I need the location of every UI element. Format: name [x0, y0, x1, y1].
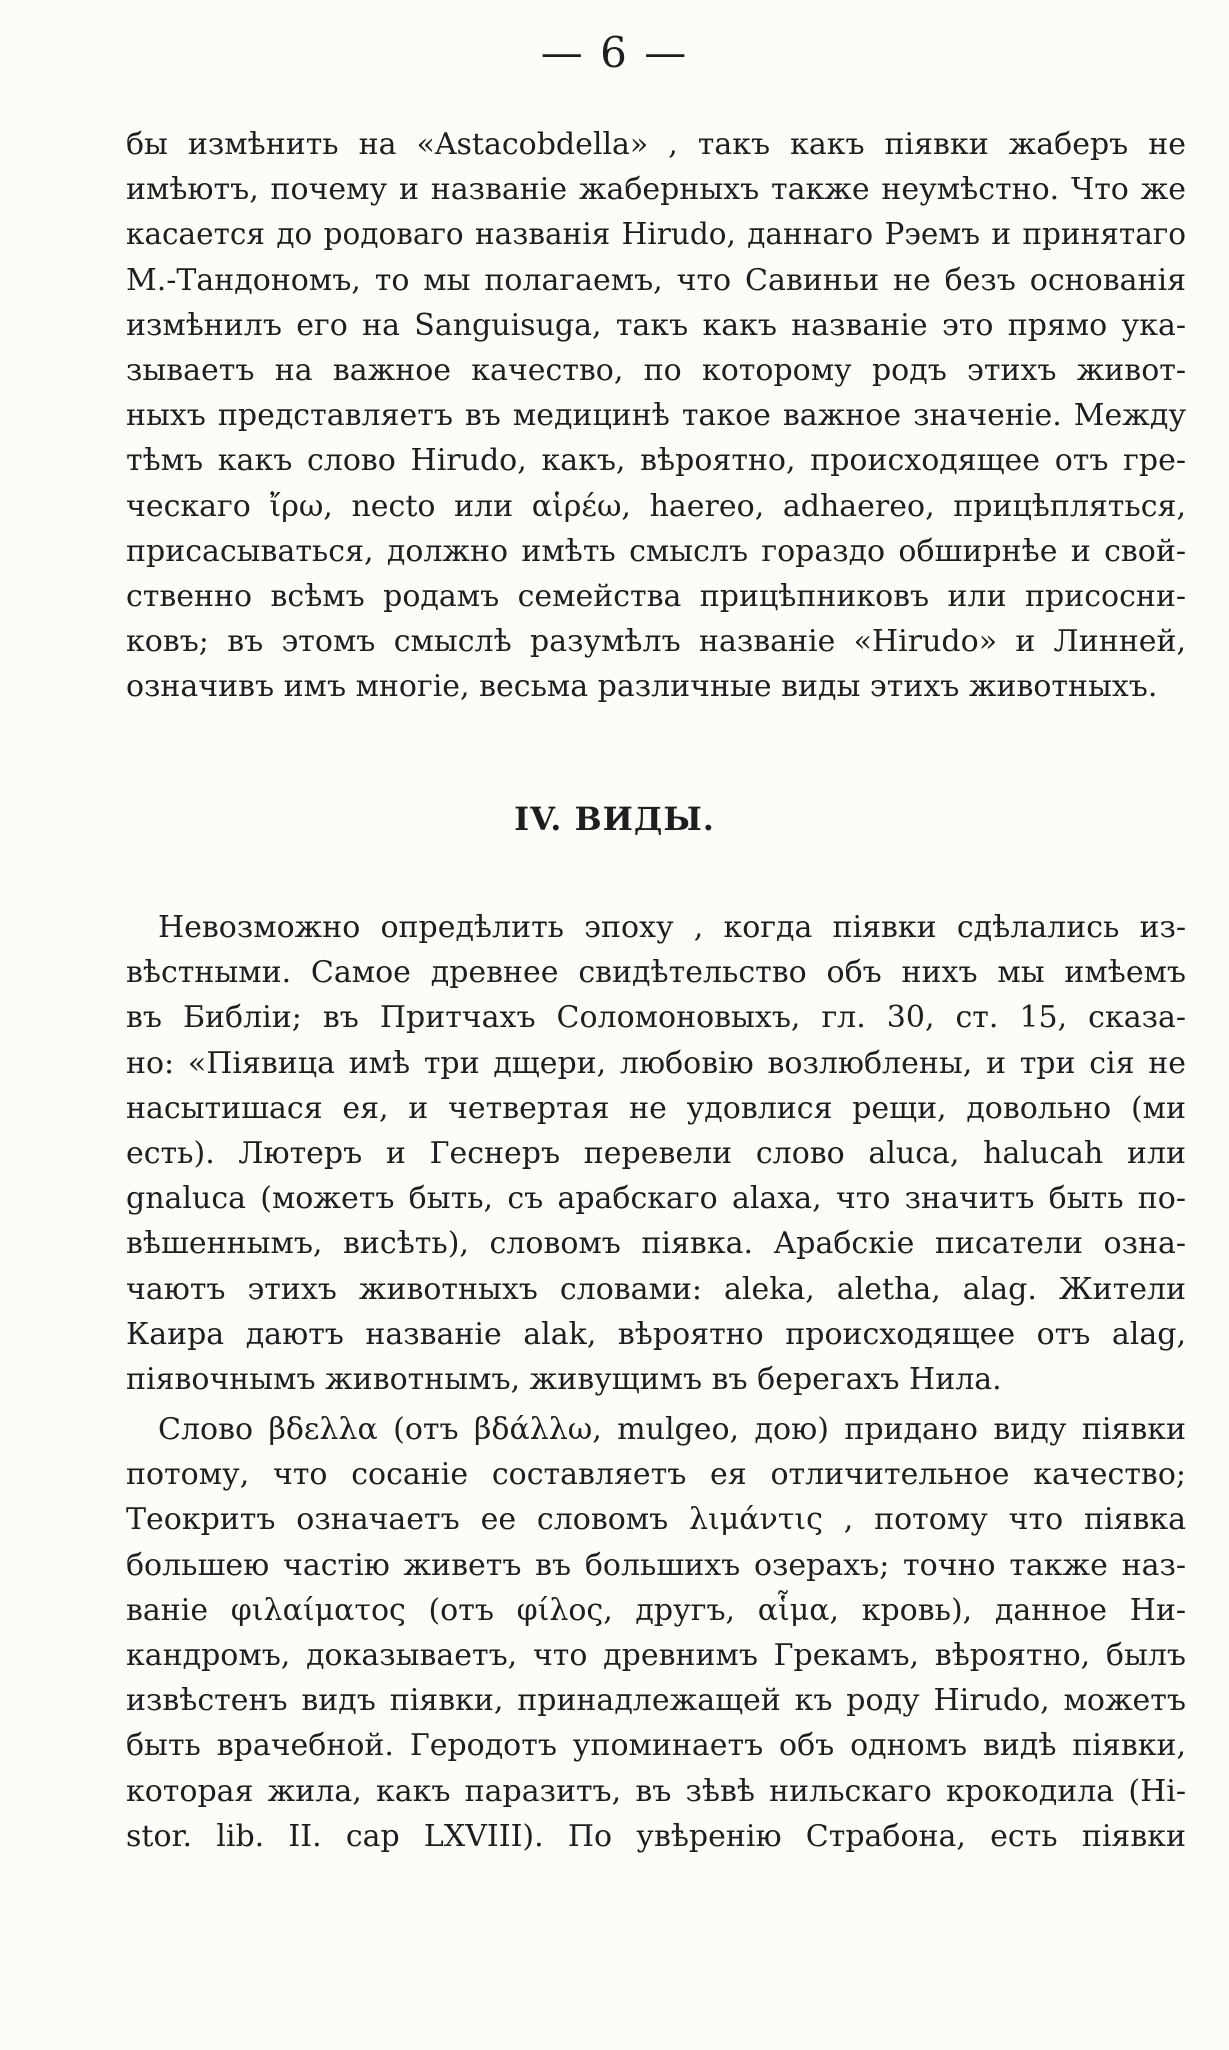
text-line: зываетъ на важное качество, по которому родъ этихъ живот-: [126, 352, 1186, 388]
text-line: ственно всѣмъ родамъ семейства прицѣпниковъ или присосни-: [126, 578, 1186, 614]
paragraph-species-history: [126, 905, 1186, 1402]
text-line: тѣмъ какъ слово Hirudo, какъ, вѣроятно, происходящее отъ гре-: [126, 443, 1186, 479]
text-line: насытишася ея, и четвертая не удовлися рещи, довольно (ми: [126, 1090, 1186, 1126]
text-line: извѣстенъ видъ піявки, принадлежащей къ роду Hirudo, можетъ: [126, 1683, 1186, 1719]
text-line: измѣнилъ его на Sanguisuga, такъ какъ названіе это прямо ука-: [126, 307, 1186, 343]
text-line: вѣшеннымъ, висѣть), словомъ піявка. Арабскіе писатели озна-: [126, 1226, 1186, 1262]
text-line: но: «Піявица имѣ три дщери, любовію возлюблены, и три сія не: [126, 1045, 1186, 1081]
text-line: Невозможно опредѣлить эпоху , когда піявки сдѣлались из-: [158, 910, 1186, 945]
text-line: бы измѣнить на «Astacobdella» , такъ какъ піявки жаберъ не: [126, 127, 1186, 162]
text-line: чаютъ этихъ животныхъ словами: aleka, aletha, alag. Жители: [126, 1271, 1186, 1307]
text-line: ческаго ἴρω, necto или αἱρέω, haereo, adhaereo, прицѣпляться,: [126, 488, 1186, 524]
text-line: М.-Тандономъ, то мы полагаемъ, что Савиньи не безъ основанія: [126, 262, 1186, 298]
text-line: означивъ имъ многіе, весьма различные виды этихъ животныхъ.: [126, 669, 1158, 705]
text-line: Слово βδελλα (отъ βδάλλω, mulgeo, дою) придано виду піявки: [158, 1412, 1186, 1447]
paragraph-greek-names: [126, 1407, 1186, 1859]
text-line: присасываться, должно имѣть смыслъ гораздо обширнѣе и свой-: [126, 533, 1186, 569]
text-line: gnaluca (можетъ быть, съ арабскаго alaxa, что значитъ быть по-: [126, 1181, 1186, 1217]
text-line: быть врачебной. Геродотъ упоминаетъ объ одномъ видѣ піявки,: [126, 1728, 1186, 1764]
text-line: Теокритъ означаетъ ее словомъ λιμάντις , потому что піявка: [126, 1502, 1186, 1538]
text-line: которая жила, какъ паразитъ, въ зѣвѣ нильскаго крокодила (Hi-: [126, 1773, 1186, 1809]
text-line: stor. lib. II. cap LXVIII). По увѣренію Страбона, есть піявки: [126, 1818, 1186, 1854]
text-line: большею частію живетъ въ большихъ озерахъ; точно также наз-: [126, 1547, 1186, 1583]
paragraph-continuation: [126, 122, 1186, 709]
text-line: ваніе φιλαίματος (отъ φίλος, другъ, αἷμα, кровь), данное Ни-: [126, 1592, 1186, 1628]
text-line: потому, что сосаніе составляетъ ея отличительное качество;: [126, 1457, 1186, 1493]
text-line: имѣютъ, почему и названіе жаберныхъ также неумѣстно. Что же: [126, 172, 1186, 208]
text-line: Каира даютъ названіе alak, вѣроятно происходящее отъ alag,: [126, 1316, 1186, 1352]
text-line: есть). Лютеръ и Геснеръ перевели слово aluca, halucah или: [126, 1135, 1186, 1171]
text-line: въ Библіи; въ Притчахъ Соломоновыхъ, гл. 30, ст. 15, сказа-: [126, 1000, 1186, 1036]
section-heading: IV. ВИДЫ.: [514, 800, 715, 838]
text-line: ковъ; въ этомъ смыслѣ разумѣлъ названіе «Hirudo» и Линней,: [126, 624, 1186, 660]
text-line: піявочнымъ животнымъ, живущимъ въ берегахъ Нила.: [126, 1361, 1002, 1397]
text-line: касается до родоваго названія Hirudo, даннаго Рэемъ и принятаго: [126, 217, 1186, 252]
text-line: ныхъ представляетъ въ медицинѣ такое важное значеніе. Между: [126, 398, 1186, 434]
text-line: вѣстными. Самое древнее свидѣтельство объ нихъ мы имѣемъ: [126, 955, 1186, 991]
page-number: — 6 —: [540, 28, 689, 77]
text-line: кандромъ, доказываетъ, что древнимъ Грекамъ, вѣроятно, былъ: [126, 1637, 1186, 1673]
